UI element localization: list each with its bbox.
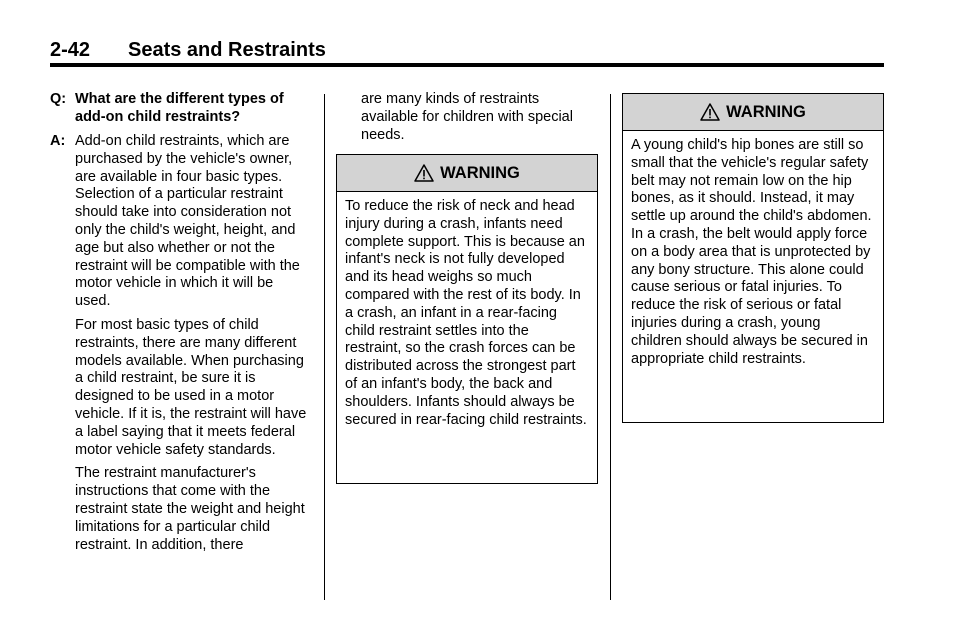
column-divider-right <box>610 94 611 600</box>
answer-paragraph-2: For most basic types of child restraints, there are many different models available. When purchasing a child restraint, be sure it is designed to be used in a motor vehicle. If it is, the restraint will have a label saying that it meets federal motor vehicle safety standards. <box>75 316 307 458</box>
answer-paragraph-1: Add-on child restraints, which are purchased by the vehicle's owner, are available in four basic types. Selection of a particular restraint should take into consideration not only the child's weight, height, and age but also whether or not the restraint will be compatible with the motor vehicle in which it will be used. <box>75 133 300 310</box>
question-block <box>50 91 312 127</box>
answer-block <box>50 133 312 560</box>
header-rule <box>50 63 884 67</box>
warning-triangle-icon <box>700 103 720 121</box>
column-divider-left <box>324 94 325 600</box>
question-tag: Q: <box>50 91 67 107</box>
warning-triangle-icon <box>414 164 434 182</box>
warning-title: WARNING <box>726 102 806 121</box>
column2-continuation: are many kinds of restraints available for children with special needs. <box>361 91 573 143</box>
warning-header <box>623 94 883 131</box>
answer-tag: A: <box>50 133 66 149</box>
warning-box-infant <box>336 154 598 484</box>
question-text: What are the different types of add-on child restraints? <box>75 91 284 125</box>
page-number: 2-42 <box>50 39 91 61</box>
warning-header <box>337 155 597 192</box>
warning-body: A young child's hip bones are still so small that the vehicle's regular safety belt may not remain low on the hip bones, as it should. Instead, it may settle up around the child's abdomen. In a crash, the belt would apply force on a body area that is unprotected by any bony structure. This alone could cause serious or fatal injuries. To reduce the risk of serious or fatal injuries during a crash, young children should always be secured in appropriate child restraints. <box>631 137 872 367</box>
warning-body: To reduce the risk of neck and head injury during a crash, infants need complete support. This is because an infant's neck is not fully developed and its head weighs so much compared with the rest of its body. In a crash, an infant in a rear-facing child restraint settles into the restraint, so the crash forces can be distributed across the strongest part of an infant's body, the back and shoulders. Infants should always be secured in rear-facing child restraints. <box>345 198 587 428</box>
page-header <box>50 38 884 62</box>
warning-title: WARNING <box>440 163 520 182</box>
answer-paragraph-3: The restraint manufacturer's instructions that come with the restraint state the weight and height limitations for a particular child restraint. In addition, there <box>75 465 305 553</box>
warning-box-hip-bones <box>622 93 884 423</box>
section-title: Seats and Restraints <box>128 39 326 61</box>
